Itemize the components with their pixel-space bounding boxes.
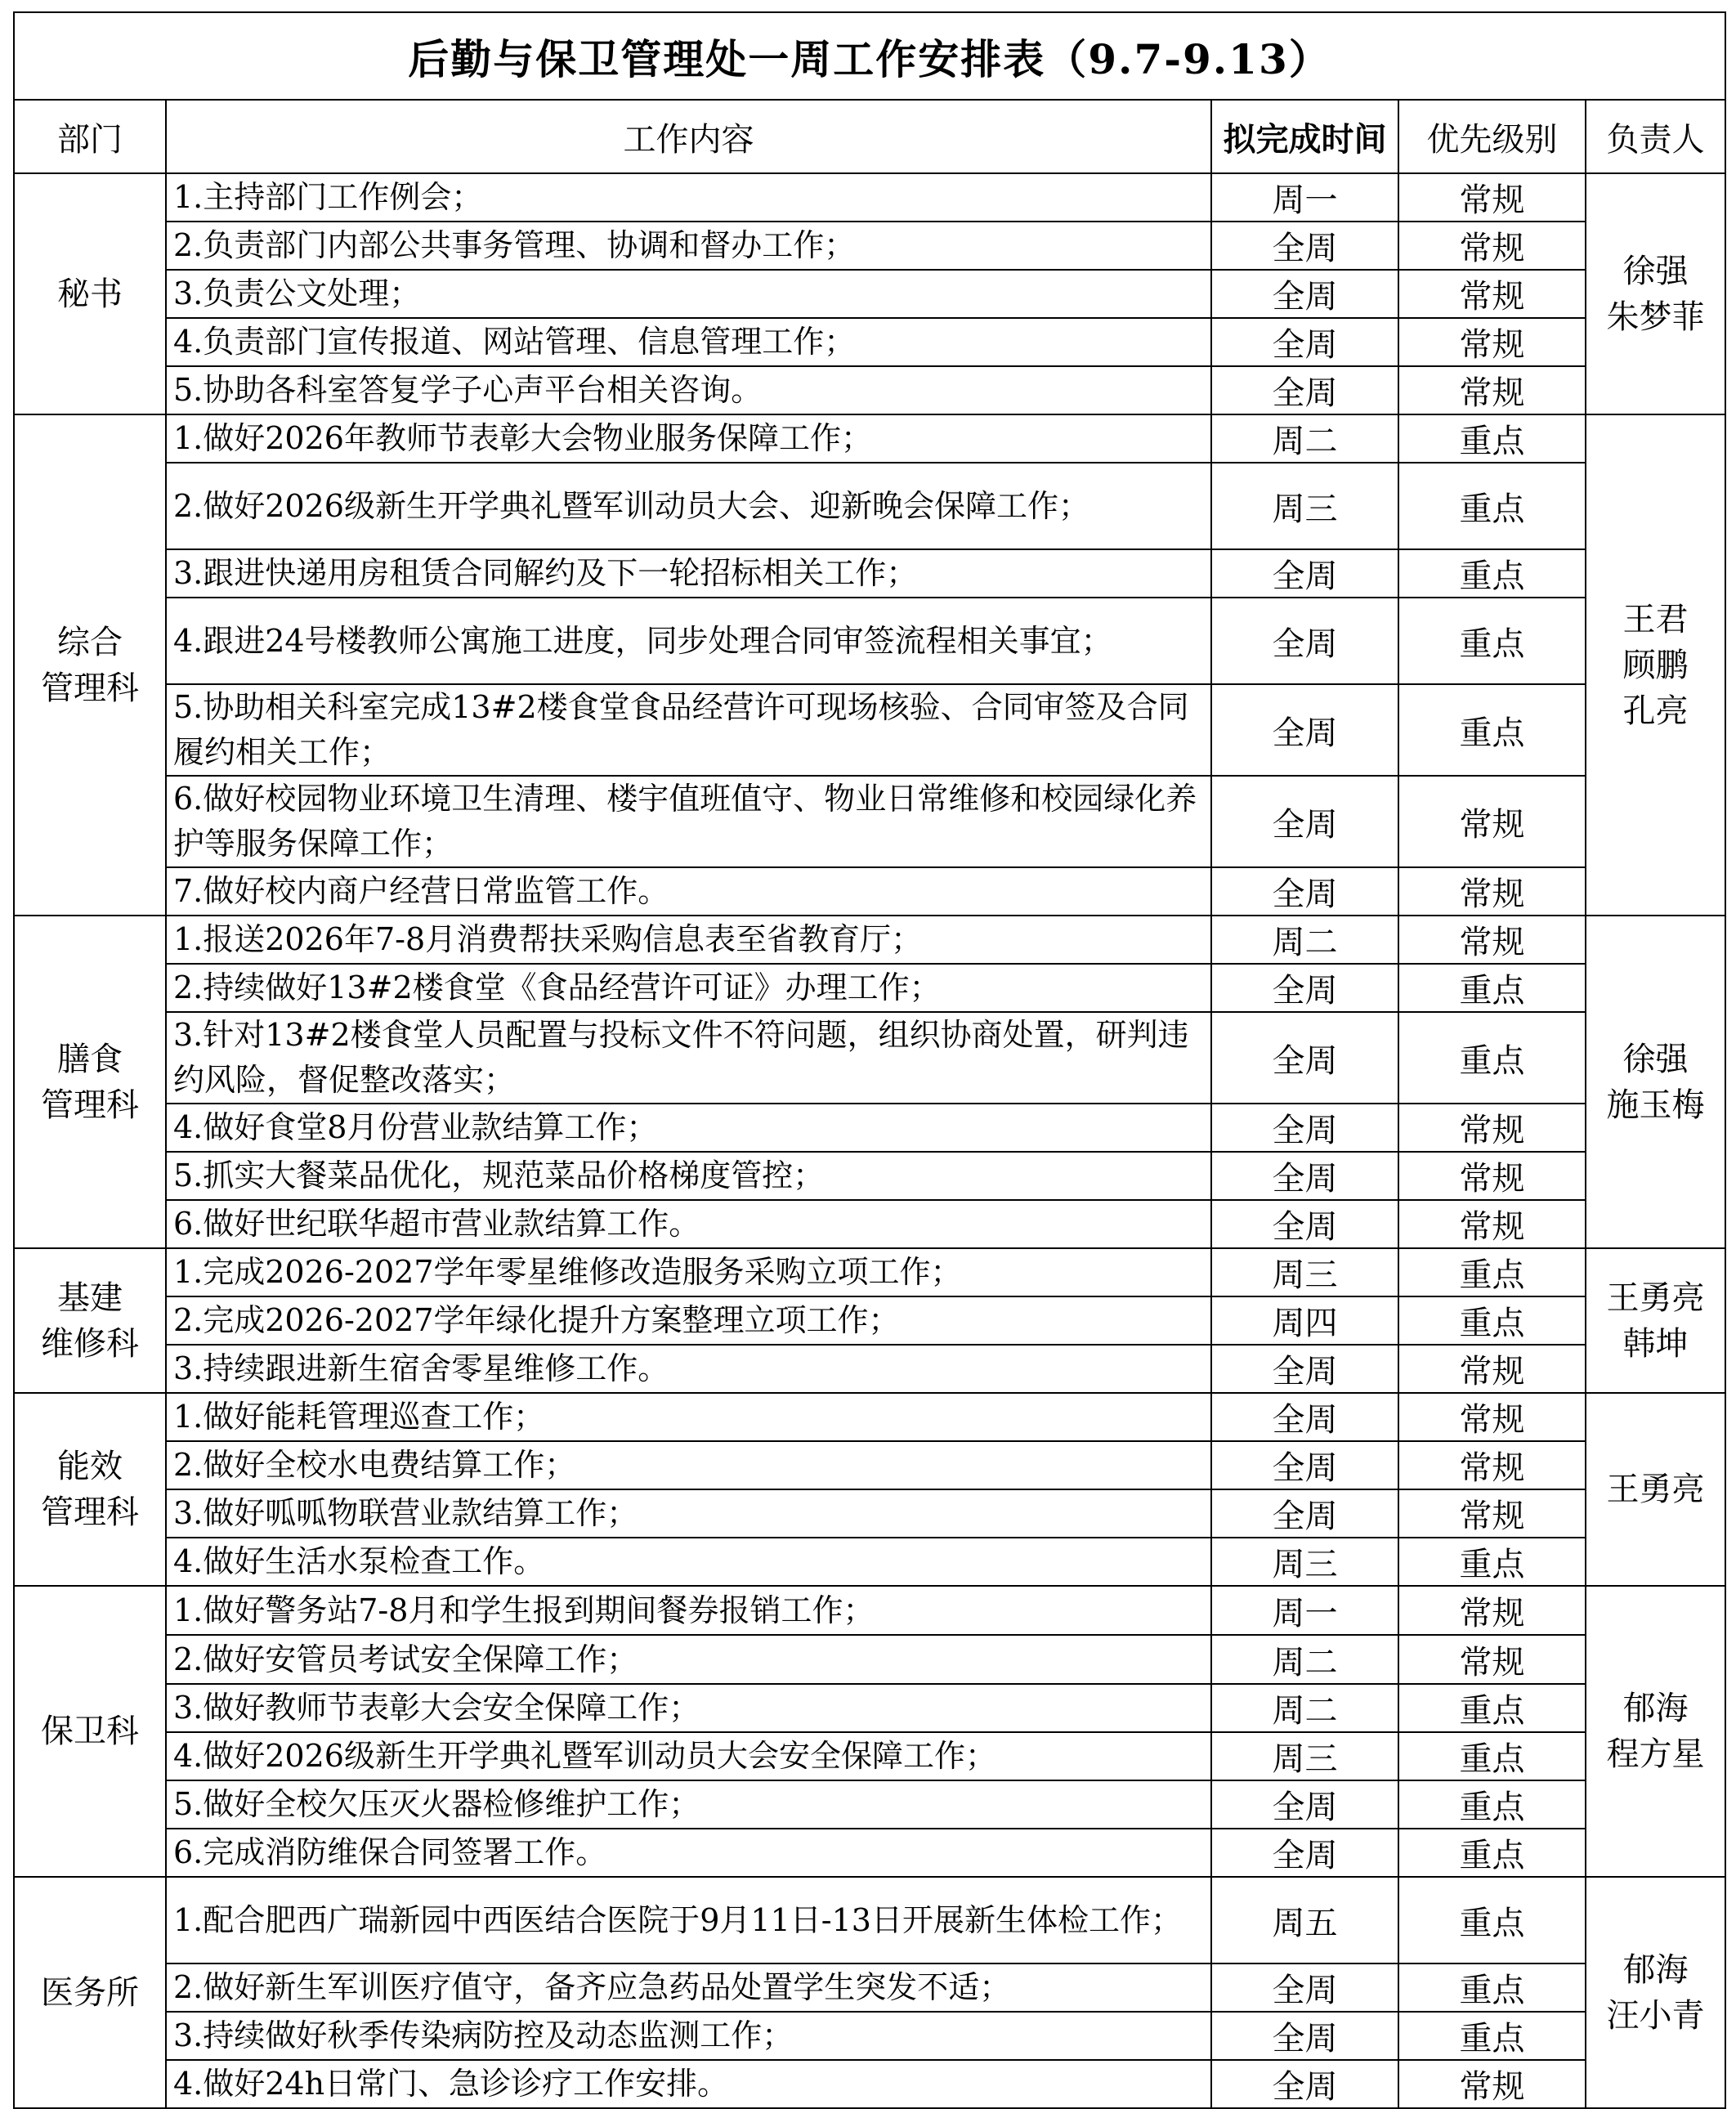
table-row xyxy=(14,1200,1725,1248)
table-row xyxy=(14,684,1725,776)
task-time: 全周 xyxy=(1211,1345,1398,1393)
task-time: 全周 xyxy=(1211,270,1398,318)
task-priority: 常规 xyxy=(1398,1345,1586,1393)
task-time: 全周 xyxy=(1211,1780,1398,1829)
task-time: 周二 xyxy=(1211,414,1398,463)
table-row xyxy=(14,1635,1725,1684)
owner-cell: 王勇亮 xyxy=(1586,1393,1725,1586)
header-priority: 优先级别 xyxy=(1398,100,1586,173)
task-time: 全周 xyxy=(1211,222,1398,270)
task-priority: 重点 xyxy=(1398,1684,1586,1732)
task-content: 3.做好教师节表彰大会安全保障工作； xyxy=(166,1684,1211,1732)
task-time: 周三 xyxy=(1211,1248,1398,1296)
header-row xyxy=(14,100,1725,173)
task-priority: 重点 xyxy=(1398,2012,1586,2060)
task-priority: 重点 xyxy=(1398,1877,1586,1963)
task-priority: 重点 xyxy=(1398,549,1586,598)
task-priority: 常规 xyxy=(1398,1635,1586,1684)
table-row xyxy=(14,1732,1725,1780)
task-priority: 常规 xyxy=(1398,867,1586,916)
header-time: 拟完成时间 xyxy=(1211,100,1398,173)
table-row xyxy=(14,1104,1725,1152)
table-row xyxy=(14,270,1725,318)
task-time: 全周 xyxy=(1211,366,1398,414)
table-row xyxy=(14,366,1725,414)
task-time: 周二 xyxy=(1211,1684,1398,1732)
task-time: 全周 xyxy=(1211,1152,1398,1200)
task-priority: 常规 xyxy=(1398,318,1586,366)
task-priority: 常规 xyxy=(1398,776,1586,867)
task-content: 4.跟进24号楼教师公寓施工进度，同步处理合同审签流程相关事宜； xyxy=(166,598,1211,684)
table-row xyxy=(14,318,1725,366)
table-row xyxy=(14,1877,1725,1963)
task-time: 周二 xyxy=(1211,1635,1398,1684)
task-content: 5.协助各科室答复学子心声平台相关咨询。 xyxy=(166,366,1211,414)
owner-cell: 王勇亮 韩坤 xyxy=(1586,1248,1725,1393)
task-time: 全周 xyxy=(1211,1489,1398,1538)
dept-cell: 保卫科 xyxy=(14,1586,166,1877)
table-title: 后勤与保卫管理处一周工作安排表（9.7-9.13） xyxy=(14,12,1725,100)
task-content: 3.针对13#2楼食堂人员配置与投标文件不符问题，组织协商处置，研判违约风险，督促整改落实； xyxy=(166,1012,1211,1104)
table-row xyxy=(14,1393,1725,1441)
dept-cell: 秘书 xyxy=(14,173,166,414)
schedule-table xyxy=(13,11,1726,2109)
task-content: 1.完成2026-2027学年零星维修改造服务采购立项工作； xyxy=(166,1248,1211,1296)
task-time: 全周 xyxy=(1211,1104,1398,1152)
table-row xyxy=(14,598,1725,684)
task-priority: 重点 xyxy=(1398,414,1586,463)
task-priority: 重点 xyxy=(1398,964,1586,1012)
header-content: 工作内容 xyxy=(166,100,1211,173)
owner-cell: 徐强 朱梦菲 xyxy=(1586,173,1725,414)
task-time: 全周 xyxy=(1211,1829,1398,1877)
task-priority: 常规 xyxy=(1398,1393,1586,1441)
dept-cell: 综合 管理科 xyxy=(14,414,166,916)
table-row xyxy=(14,1248,1725,1296)
task-priority: 重点 xyxy=(1398,1780,1586,1829)
table-row xyxy=(14,1829,1725,1877)
table-row xyxy=(14,1684,1725,1732)
task-content: 3.做好呱呱物联营业款结算工作； xyxy=(166,1489,1211,1538)
owner-cell: 郁海 程方星 xyxy=(1586,1586,1725,1877)
table-row xyxy=(14,964,1725,1012)
table-row xyxy=(14,463,1725,549)
task-time: 全周 xyxy=(1211,867,1398,916)
task-time: 周四 xyxy=(1211,1296,1398,1345)
task-priority: 常规 xyxy=(1398,222,1586,270)
task-priority: 重点 xyxy=(1398,598,1586,684)
table-row xyxy=(14,222,1725,270)
task-content: 2.完成2026-2027学年绿化提升方案整理立项工作； xyxy=(166,1296,1211,1345)
task-priority: 常规 xyxy=(1398,2060,1586,2108)
task-content: 2.持续做好13#2楼食堂《食品经营许可证》办理工作； xyxy=(166,964,1211,1012)
table-row xyxy=(14,776,1725,867)
owner-cell: 徐强 施玉梅 xyxy=(1586,916,1725,1248)
task-content: 1.主持部门工作例会； xyxy=(166,173,1211,222)
task-priority: 重点 xyxy=(1398,1732,1586,1780)
task-content: 3.跟进快递用房租赁合同解约及下一轮招标相关工作； xyxy=(166,549,1211,598)
task-content: 5.协助相关科室完成13#2楼食堂食品经营许可现场核验、合同审签及合同履约相关工作； xyxy=(166,684,1211,776)
task-priority: 常规 xyxy=(1398,173,1586,222)
task-content: 3.持续做好秋季传染病防控及动态监测工作； xyxy=(166,2012,1211,2060)
task-content: 2.做好安管员考试安全保障工作； xyxy=(166,1635,1211,1684)
task-content: 4.做好生活水泵检查工作。 xyxy=(166,1538,1211,1586)
task-priority: 重点 xyxy=(1398,1538,1586,1586)
task-priority: 常规 xyxy=(1398,366,1586,414)
table-row xyxy=(14,916,1725,964)
table-row xyxy=(14,414,1725,463)
task-priority: 常规 xyxy=(1398,1489,1586,1538)
task-priority: 重点 xyxy=(1398,1248,1586,1296)
dept-cell: 基建 维修科 xyxy=(14,1248,166,1393)
owner-cell: 王君 顾鹏 孔亮 xyxy=(1586,414,1725,916)
task-time: 周三 xyxy=(1211,463,1398,549)
table-row xyxy=(14,1296,1725,1345)
table-row xyxy=(14,1152,1725,1200)
task-content: 5.做好全校欠压灭火器检修维护工作； xyxy=(166,1780,1211,1829)
task-priority: 重点 xyxy=(1398,1012,1586,1104)
task-content: 1.报送2026年7-8月消费帮扶采购信息表至省教育厅； xyxy=(166,916,1211,964)
task-time: 全周 xyxy=(1211,2012,1398,2060)
task-time: 全周 xyxy=(1211,2060,1398,2108)
task-content: 4.负责部门宣传报道、网站管理、信息管理工作； xyxy=(166,318,1211,366)
task-priority: 常规 xyxy=(1398,1200,1586,1248)
dept-cell: 膳食 管理科 xyxy=(14,916,166,1248)
task-content: 1.做好2026年教师节表彰大会物业服务保障工作； xyxy=(166,414,1211,463)
task-priority: 重点 xyxy=(1398,463,1586,549)
dept-cell: 医务所 xyxy=(14,1877,166,2108)
task-content: 6.完成消防维保合同签署工作。 xyxy=(166,1829,1211,1877)
task-time: 全周 xyxy=(1211,1012,1398,1104)
task-content: 2.做好全校水电费结算工作； xyxy=(166,1441,1211,1489)
header-dept: 部门 xyxy=(14,100,166,173)
table-row xyxy=(14,1489,1725,1538)
table-row xyxy=(14,1441,1725,1489)
table-row xyxy=(14,2060,1725,2108)
task-content: 3.持续跟进新生宿舍零星维修工作。 xyxy=(166,1345,1211,1393)
task-time: 周三 xyxy=(1211,1538,1398,1586)
task-priority: 常规 xyxy=(1398,1441,1586,1489)
table-row xyxy=(14,1963,1725,2012)
task-content: 2.负责部门内部公共事务管理、协调和督办工作； xyxy=(166,222,1211,270)
table-row xyxy=(14,867,1725,916)
task-time: 周二 xyxy=(1211,916,1398,964)
table-row xyxy=(14,1586,1725,1635)
task-content: 1.做好警务站7-8月和学生报到期间餐券报销工作； xyxy=(166,1586,1211,1635)
task-time: 全周 xyxy=(1211,1441,1398,1489)
task-time: 全周 xyxy=(1211,549,1398,598)
task-content: 5.抓实大餐菜品优化，规范菜品价格梯度管控； xyxy=(166,1152,1211,1200)
task-priority: 常规 xyxy=(1398,1104,1586,1152)
task-content: 6.做好世纪联华超市营业款结算工作。 xyxy=(166,1200,1211,1248)
task-content: 1.做好能耗管理巡查工作； xyxy=(166,1393,1211,1441)
header-owner: 负责人 xyxy=(1586,100,1725,173)
task-content: 1.配合肥西广瑞新园中西医结合医院于9月11日-13日开展新生体检工作； xyxy=(166,1877,1211,1963)
task-time: 全周 xyxy=(1211,964,1398,1012)
table-row xyxy=(14,173,1725,222)
task-content: 3.负责公文处理； xyxy=(166,270,1211,318)
task-priority: 常规 xyxy=(1398,1152,1586,1200)
task-time: 全周 xyxy=(1211,318,1398,366)
task-time: 全周 xyxy=(1211,1393,1398,1441)
table-row xyxy=(14,1538,1725,1586)
table-row xyxy=(14,549,1725,598)
task-time: 周一 xyxy=(1211,173,1398,222)
table-row xyxy=(14,1012,1725,1104)
task-time: 周一 xyxy=(1211,1586,1398,1635)
task-time: 全周 xyxy=(1211,1200,1398,1248)
dept-cell: 能效 管理科 xyxy=(14,1393,166,1586)
task-content: 7.做好校内商户经营日常监管工作。 xyxy=(166,867,1211,916)
task-content: 4.做好食堂8月份营业款结算工作； xyxy=(166,1104,1211,1152)
task-content: 6.做好校园物业环境卫生清理、楼宇值班值守、物业日常维修和校园绿化养护等服务保障工作； xyxy=(166,776,1211,867)
task-priority: 常规 xyxy=(1398,270,1586,318)
task-time: 全周 xyxy=(1211,598,1398,684)
task-priority: 重点 xyxy=(1398,1963,1586,2012)
task-time: 周五 xyxy=(1211,1877,1398,1963)
task-priority: 重点 xyxy=(1398,1829,1586,1877)
task-time: 全周 xyxy=(1211,1963,1398,2012)
owner-cell: 郁海 汪小青 xyxy=(1586,1877,1725,2108)
task-content: 2.做好2026级新生开学典礼暨军训动员大会、迎新晚会保障工作； xyxy=(166,463,1211,549)
table-row xyxy=(14,1780,1725,1829)
task-content: 4.做好24h日常门、急诊诊疗工作安排。 xyxy=(166,2060,1211,2108)
table-row xyxy=(14,1345,1725,1393)
task-priority: 常规 xyxy=(1398,1586,1586,1635)
task-priority: 重点 xyxy=(1398,684,1586,776)
task-time: 周三 xyxy=(1211,1732,1398,1780)
task-time: 全周 xyxy=(1211,776,1398,867)
task-content: 2.做好新生军训医疗值守，备齐应急药品处置学生突发不适； xyxy=(166,1963,1211,2012)
task-priority: 重点 xyxy=(1398,1296,1586,1345)
task-content: 4.做好2026级新生开学典礼暨军训动员大会安全保障工作； xyxy=(166,1732,1211,1780)
table-row xyxy=(14,2012,1725,2060)
task-priority: 常规 xyxy=(1398,916,1586,964)
task-time: 全周 xyxy=(1211,684,1398,776)
